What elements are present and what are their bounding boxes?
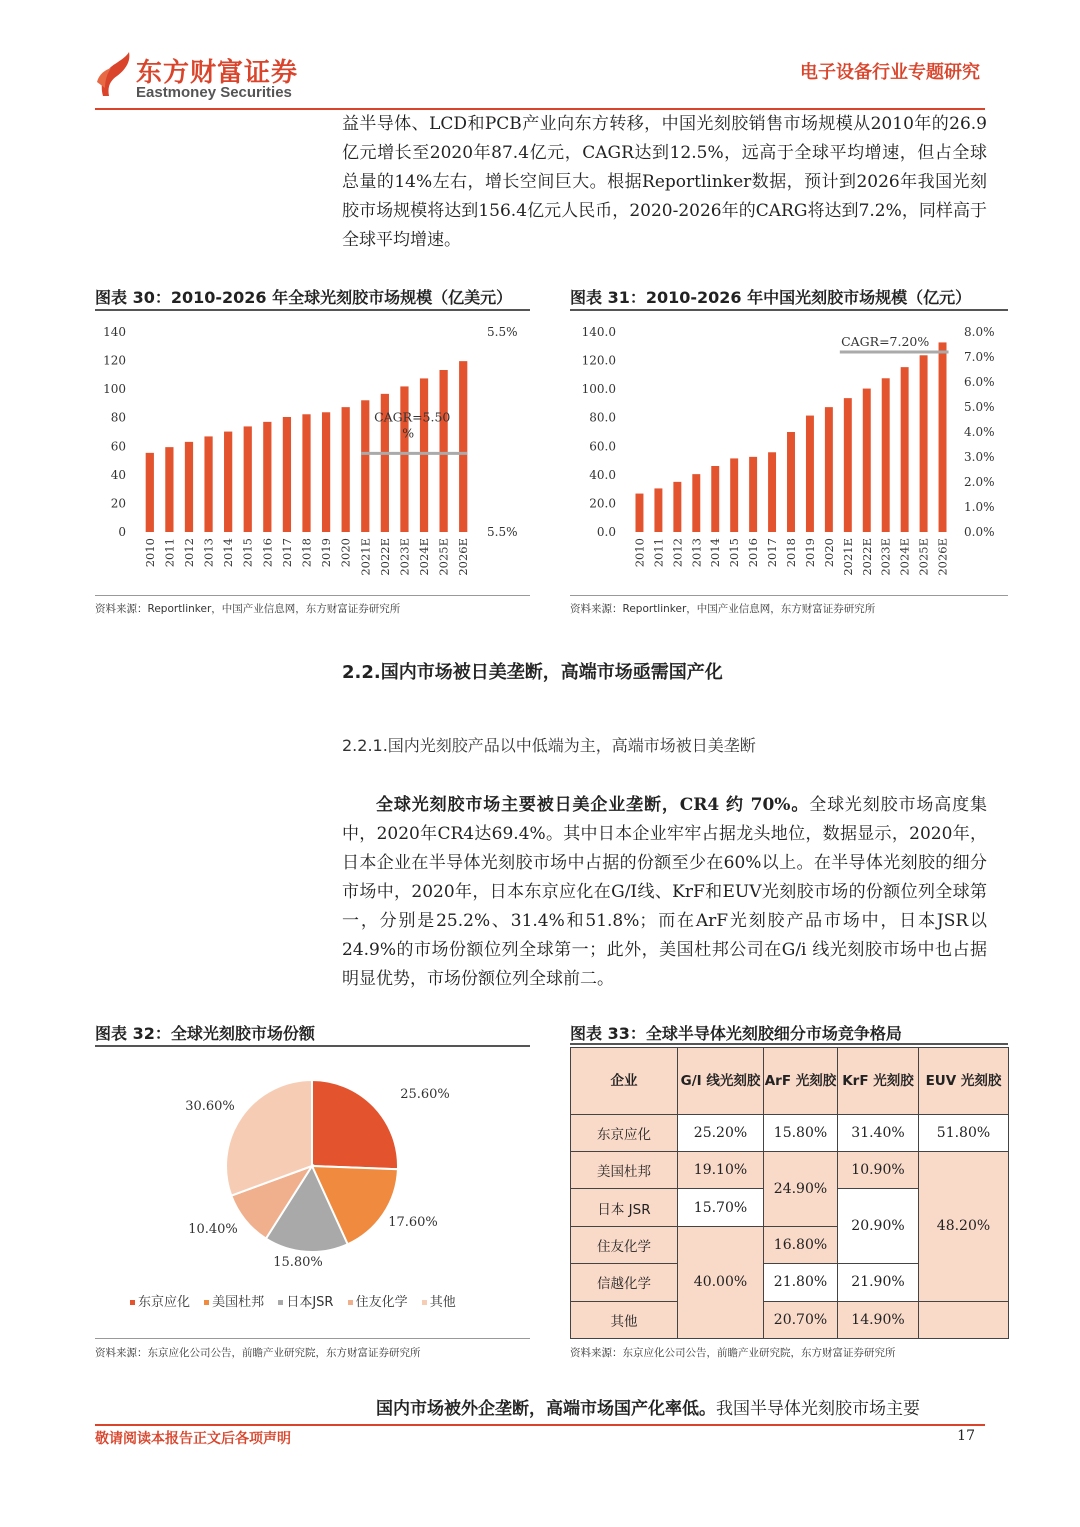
x-tick-label: 2015 [727,538,742,568]
legend-swatch-icon [130,1300,135,1305]
bar-2025E [920,355,928,532]
pie-value-label: 25.60% [400,1087,450,1102]
pie-value-label: 30.60% [185,1099,235,1114]
y-tick-label: 20.0 [589,496,616,511]
y-tick-label: 100 [103,382,126,397]
row-name-jsr: 日本 JSR [571,1189,678,1226]
bar-2023E [400,386,408,532]
report-type: 电子设备行业专题研究 [800,62,980,83]
brand-logo-icon [95,52,135,98]
footer-divider [95,1424,985,1426]
pie-slice-东京应化 [312,1080,398,1169]
x-tick-label: 2022E [859,538,874,576]
page-number: 17 [957,1428,975,1444]
bar-2020 [342,407,350,532]
y2-tick-label: 4.0% [964,425,995,439]
bar-2013 [204,436,212,532]
bar-2021E [844,398,852,532]
bar-2018 [302,414,310,532]
x-tick-label: 2012 [181,538,196,568]
bar-2018 [787,432,795,532]
y-tick-label: 0.0 [596,525,616,539]
bar-2021E [361,400,369,532]
bar-2025E [440,370,448,532]
fig33-caption: 图表 33：全球半导体光刻胶细分市场竞争格局 [570,1024,902,1043]
bar-2024E [420,378,428,532]
global-market-chart [95,312,530,592]
fig33-caption-line [570,1043,1008,1045]
header-gi: G/I 线光刻胶 [678,1048,764,1115]
row-name-shinetsu: 信越化学 [571,1264,678,1301]
right-axis-label: 5.5% [487,325,518,339]
fig32-caption: 图表 32：全球光刻胶市场份额 [95,1024,315,1043]
x-tick-label: 2014 [221,538,236,568]
body-text: 全球光刻胶市场高度集中，2020年CR4达69.4%。其中日本企业牢牢占据龙头地位，数据显示，2020年，日本企业在半导体光刻胶市场中占据的份额至少在60%以上。在半导体光刻胶的细分市场中，2020年，日本东京应化在G/I线、KrF和EUV光刻胶市场的份额位列全球第一，分别是25.2%、31.4%和51.8%；而在ArF光刻胶产品市场中，日本JSR以24.9%的市场份额位列全球第一；此外，美国杜邦公司在G/i 线光刻胶市场中也占据明显优势，市场份额位列全球前二。 [342,795,988,989]
cell-other-krf: 14.90% [838,1301,919,1338]
row-name-sumitomo: 住友化学 [571,1226,678,1263]
x-tick-label: 2025E [916,538,931,576]
bar-2010 [146,453,154,532]
x-tick-label: 2012 [670,538,685,568]
fig31-caption: 图表 31：2010-2026 年中国光刻胶市场规模（亿元） [570,288,972,307]
bar-2010 [635,494,643,532]
cagr-annotation-line2: % [402,425,415,441]
footer-disclaimer: 敬请阅读本报告正文后各项声明 [95,1431,291,1447]
cell-tok-euv: 51.80% [919,1114,1009,1151]
cell-sumitomo-arf: 16.80% [764,1226,838,1263]
y2-tick-label: 6.0% [964,375,995,389]
subsection-title: 2.2.1.国内光刻胶产品以中低端为主，高端市场被日美垄断 [342,736,756,755]
header-arf: ArF 光刻胶 [764,1048,838,1115]
market-share-pie [95,1048,530,1288]
row-name-other: 其他 [571,1301,678,1338]
cell-dupont-krf: 10.90% [838,1152,919,1189]
x-tick-label: 2010 [632,538,647,568]
x-tick-label: 2020 [338,538,353,568]
fig30-caption-line [95,309,530,311]
legend-label: 日本JSR [286,1295,334,1310]
legend-item-jsr [278,1291,333,1310]
pie-value-label: 17.60% [388,1215,438,1230]
closing-bold-lead: 国内市场被外企垄断，高端市场国产化率低。 [376,1399,716,1419]
header-euv: EUV 光刻胶 [919,1048,1009,1115]
x-tick-label: 2013 [201,538,216,568]
row-name-dupont: 美国杜邦 [571,1152,678,1189]
legend-swatch-icon [348,1300,353,1305]
competition-table [570,1047,1009,1339]
fig31-source: 资料来源：Reportlinker，中国产业信息网，东方财富证券研究所 [570,603,876,615]
legend-swatch-icon [204,1300,209,1305]
y-tick-label: 20 [110,496,126,511]
x-tick-label: 2026E [456,538,471,576]
fig30-caption: 图表 30：2010-2026 年全球光刻胶市场规模（亿美元） [95,288,513,307]
bar-2013 [692,474,700,532]
legend-item-sumitomo [348,1291,408,1310]
row-name-tok: 东京应化 [571,1114,678,1151]
bar-2016 [749,457,757,532]
x-tick-label: 2021E [358,538,373,576]
fig32-bottom-line [95,1338,530,1339]
y2-tick-label: 2.0% [964,475,995,489]
y2-tick-label: 8.0% [964,325,995,339]
bar-2012 [185,442,193,532]
legend-label: 美国杜邦 [212,1295,265,1310]
x-tick-label: 2024E [897,538,912,576]
x-tick-label: 2019 [802,538,817,568]
pie-legend [130,1291,466,1310]
y-tick-label: 100.0 [581,382,616,397]
bar-2019 [322,412,330,532]
bar-2023E [882,378,890,532]
fig31-bottom-line [570,595,1008,596]
cagr-annotation: CAGR=7.20% [841,334,930,349]
y2-tick-label: 7.0% [964,350,995,364]
x-tick-label: 2020 [821,538,836,568]
cell-tok-krf: 31.40% [838,1114,919,1151]
fig31-caption-line [570,309,1008,311]
intro-paragraph-text: 益半导体、LCD和PCB产业向东方转移，中国光刻胶销售市场规模从2010年的26.9亿元增长至2020年87.4亿元，CAGR达到12.5%，远高于全球平均增速，但占全球总量的14%左右，增长空间巨大。根据Reportlinker数据，预计到2026年我国光刻胶市场规模将达到156.4亿元人民币，2020-2026年的CARG将达到7.2%，同样高于全球平均增速。 [342,114,987,250]
bar-2017 [283,417,291,532]
x-tick-label: 2018 [299,538,314,568]
fig32-caption-line [95,1045,530,1047]
fig32-source: 资料来源：东京应化公司公告，前瞻产业研究院，东方财富证券研究所 [95,1347,421,1359]
body-paragraph [342,791,987,994]
y2-tick-label: 1.0% [964,500,995,514]
legend-swatch-icon [278,1300,283,1305]
x-tick-label: 2023E [878,538,893,576]
right-axis-label: 5.5% [487,525,518,539]
cell-dupont-jsr-arf: 24.90% [764,1152,838,1227]
y-tick-label: 40 [110,467,126,482]
legend-swatch-icon [422,1300,427,1305]
cell-others-euv: 48.20% [919,1152,1009,1302]
x-tick-label: 2011 [162,538,177,568]
cell-other-euv-blank [919,1301,1009,1338]
bar-2014 [224,432,232,532]
y-tick-label: 140.0 [581,325,616,339]
y-tick-label: 120.0 [581,353,616,368]
fig33-source: 资料来源：东京应化公司公告，前瞻产业研究院，东方财富证券研究所 [570,1347,896,1359]
bar-2016 [263,422,271,532]
bar-2026E [459,361,467,532]
header-krf: KrF 光刻胶 [838,1048,919,1115]
fig30-bottom-line [95,595,530,596]
bar-2026E [939,342,947,532]
x-tick-label: 2010 [142,538,157,568]
cell-shinetsu-arf: 21.80% [764,1264,838,1301]
bar-2011 [654,488,662,532]
bar-2022E [863,389,871,532]
x-tick-label: 2016 [260,538,275,568]
legend-label: 东京应化 [138,1295,191,1310]
x-tick-label: 2011 [651,538,666,568]
x-tick-label: 2018 [784,538,798,568]
brand-name-cn: 东方财富证券 [136,58,299,88]
cell-jsr-gi: 15.70% [678,1189,764,1226]
y-tick-label: 0 [118,525,126,539]
x-tick-label: 2016 [746,538,761,568]
intro-paragraph [342,110,987,255]
cell-shinetsu-krf: 21.90% [838,1264,919,1301]
bar-2015 [244,426,252,532]
pie-value-label: 10.40% [188,1222,238,1237]
x-tick-label: 2015 [240,538,255,568]
cell-jsr-sumitomo-krf: 20.90% [838,1189,919,1264]
bar-2017 [768,452,776,532]
cell-dupont-gi: 19.10% [678,1152,764,1189]
cagr-annotation-line1: CAGR=5.50 [374,409,451,425]
x-tick-label: 2024E [417,538,432,576]
china-market-chart [570,312,1008,592]
legend-item-dupont [204,1291,264,1310]
pie-value-label: 15.80% [273,1255,323,1270]
x-tick-label: 2017 [279,538,294,568]
legend-item-tok [130,1291,190,1310]
x-tick-label: 2014 [708,538,723,568]
y-tick-label: 120 [103,353,126,368]
bar-2024E [901,367,909,532]
x-tick-label: 2022E [377,538,392,576]
cell-tok-arf: 15.80% [764,1114,838,1151]
legend-item-other [422,1291,456,1310]
cell-other-arf: 20.70% [764,1301,838,1338]
x-tick-label: 2017 [765,538,780,568]
y-tick-label: 140 [103,325,126,339]
bar-2012 [673,482,681,532]
y-tick-label: 80 [110,410,126,425]
y2-tick-label: 5.0% [964,400,995,414]
x-tick-label: 2026E [935,538,950,576]
fig30-source: 资料来源：Reportlinker，中国产业信息网，东方财富证券研究所 [95,603,401,615]
y2-tick-label: 0.0% [964,525,995,539]
bar-2011 [165,447,173,532]
header-company: 企业 [571,1048,678,1115]
y-tick-label: 80.0 [589,410,616,425]
closing-paragraph [342,1395,987,1424]
closing-text: 我国半导体光刻胶市场主要 [716,1399,920,1419]
legend-label: 其他 [429,1295,456,1310]
x-tick-label: 2021E [840,538,855,576]
y-tick-label: 60.0 [589,439,616,454]
y-tick-label: 60 [110,439,126,454]
legend-label: 住友化学 [355,1295,408,1310]
x-tick-label: 2013 [689,538,704,568]
x-tick-label: 2023E [397,538,412,576]
bar-2014 [711,466,719,532]
section-title: 2.2.国内市场被日美垄断，高端市场亟需国产化 [342,662,723,683]
body-bold-lead: 全球光刻胶市场主要被日美企业垄断，CR4 约 70%。 [376,795,810,815]
bar-2015 [730,458,738,532]
x-tick-label: 2025E [436,538,451,576]
cell-shinetsu-other-gi: 40.00% [678,1226,764,1338]
y2-tick-label: 3.0% [964,450,995,464]
x-tick-label: 2019 [319,538,334,568]
cell-tok-gi: 25.20% [678,1114,764,1151]
brand-name-en: Eastmoney Securities [136,84,292,101]
bar-2020 [825,407,833,532]
bar-2019 [806,416,814,532]
y-tick-label: 40.0 [589,467,616,482]
